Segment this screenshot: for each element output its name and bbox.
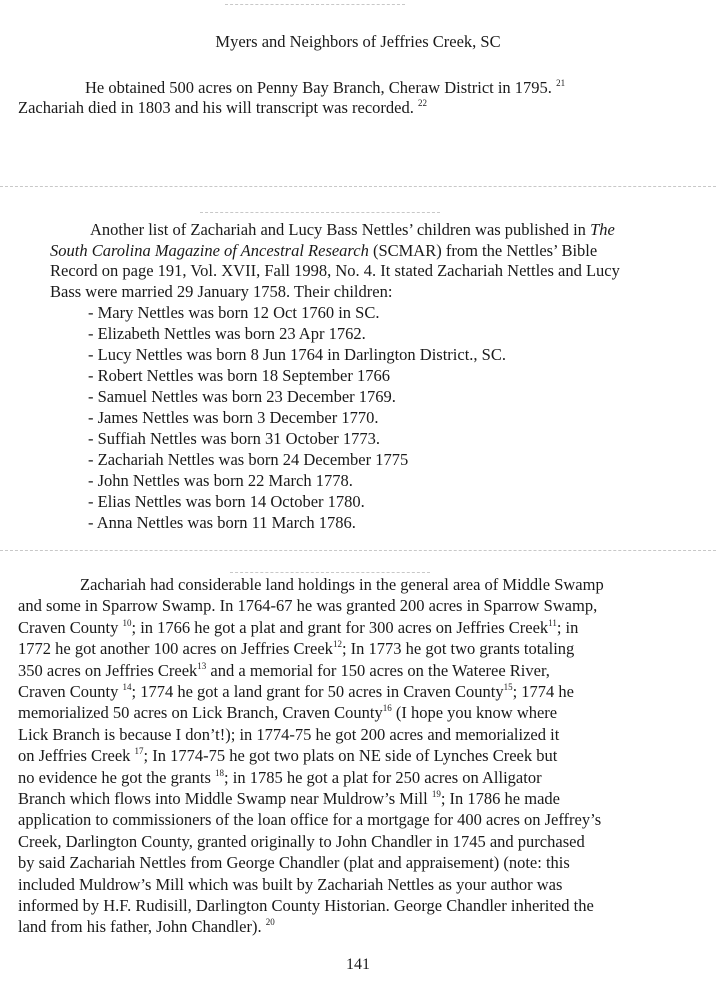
scan-divider: [230, 572, 430, 573]
scan-divider: [225, 4, 405, 5]
text-span: and some in Sparrow Swamp. In 1764-67 he was granted 200 acres in Sparrow Swamp,: [18, 596, 598, 616]
text-line: [85, 78, 565, 98]
text-span: 1772 he got another 100 acres on Jeffries Creek: [18, 639, 333, 659]
page-number: 141: [346, 956, 370, 973]
text-span: ; in 1785 he got a plat for 250 acres on Alligator: [224, 767, 542, 787]
text-line: [18, 661, 550, 681]
scan-divider: [0, 550, 716, 551]
text-span: ; 1774 he: [512, 682, 574, 701]
text-span: land from his father, John Chandler).: [18, 917, 266, 937]
text-line: [18, 703, 557, 723]
footnote-ref: 10: [122, 617, 132, 628]
footnote-ref: 18: [215, 767, 225, 778]
list-item: - John Nettles was born 22 March 1778.: [88, 471, 353, 490]
footnote-ref: 16: [382, 703, 392, 714]
text-span: Craven County: [18, 617, 123, 637]
text-line: [90, 220, 615, 240]
text-span: Record on page 191, Vol. XVII, Fall 1998, No. 4. It stated Zachariah Nettles and Lucy: [50, 261, 620, 281]
footnote-ref: 21: [556, 78, 566, 88]
text-span: ; in: [556, 617, 579, 637]
text-span: by said Zachariah Nettles from George Chandler (plat and appraisement) (note: this: [18, 853, 570, 873]
text-span: (I hope you know where: [391, 703, 558, 723]
list-item: - Robert Nettles was born 18 September 1766: [88, 366, 390, 385]
text-line: [18, 618, 578, 638]
footnote-ref: 14: [122, 682, 132, 692]
text-span: and a memorial for 150 acres on the Wateree River,: [206, 660, 550, 680]
footnote-ref: 19: [431, 789, 441, 799]
text-span: Lick Branch is because I don’t!); in 1774-75 he got 200 acres and memorialized it: [18, 724, 560, 744]
text-span: Zachariah had considerable land holdings in the general area of Middle Swamp: [80, 575, 604, 594]
footnote-ref: 13: [197, 660, 207, 671]
list-item: - James Nettles was born 3 December 1770.: [88, 408, 379, 427]
text-span: ; In 1774-75 he got two plats on NE side of Lynches Creek but: [143, 746, 558, 766]
text-span: Another list of Zachariah and Lucy Bass Nettles’ children was published in: [90, 220, 591, 239]
text-line: [18, 853, 570, 873]
text-line: [50, 241, 597, 261]
text-line: [18, 98, 427, 118]
text-line: [50, 261, 620, 281]
text-line: [18, 639, 574, 659]
text-span: no evidence he got the grants: [18, 767, 216, 787]
footnote-ref: 15: [503, 682, 513, 692]
text-line: [18, 917, 275, 937]
text-line: [18, 789, 560, 809]
text-span: application to commissioners of the loan office for a mortgage for 400 acres on Jeffrey’s: [18, 810, 602, 830]
footnote-ref: 11: [548, 617, 557, 628]
text-line: [18, 768, 542, 788]
text-span: Craven County: [18, 682, 123, 701]
text-span: 350 acres on Jeffries Creek: [18, 660, 198, 680]
text-span: on Jeffries Creek: [18, 746, 135, 766]
text-line: [18, 810, 601, 830]
list-item: - Elizabeth Nettles was born 23 Apr 1762.: [88, 324, 366, 343]
text-line: [18, 682, 574, 702]
text-span: ; In 1773 he got two grants totaling: [341, 639, 575, 659]
text-span: ; In 1786 he made: [440, 789, 560, 808]
text-span: (SCMAR) from the Nettles’ Bible: [368, 240, 598, 260]
scan-divider: [0, 186, 716, 187]
text-span: Creek, Darlington County, granted originally to John Chandler in 1745 and purchased: [18, 831, 585, 851]
text-line: [18, 746, 557, 766]
text-span: informed by H.F. Rudisill, Darlington County Historian. George Chandler inherited the: [18, 896, 594, 915]
footnote-ref: 12: [332, 639, 342, 650]
text-span: South Carolina Magazine of Ancestral Research: [50, 240, 369, 260]
text-span: The: [590, 220, 615, 239]
scan-divider: [200, 212, 440, 213]
text-line: [18, 832, 585, 852]
list-item: - Suffiah Nettles was born 31 October 1773.: [88, 429, 381, 448]
list-item: - Anna Nettles was born 11 March 1786.: [88, 513, 356, 532]
text-line: [50, 282, 392, 302]
text-span: Zachariah died in 1803 and his will transcript was recorded.: [18, 98, 418, 117]
text-line: [18, 896, 594, 916]
text-line: [18, 875, 562, 895]
text-span: included Muldrow’s Mill which was built by Zachariah Nettles as your author was: [18, 874, 563, 894]
text-line: [18, 596, 597, 616]
text-span: memorialized 50 acres on Lick Branch, Craven County: [18, 703, 383, 723]
list-item: - Zachariah Nettles was born 24 December 1775: [88, 450, 409, 469]
list-item: - Elias Nettles was born 14 October 1780.: [88, 492, 365, 511]
text-span: He obtained 500 acres on Penny Bay Branch, Cheraw District in 1795.: [85, 78, 557, 97]
text-span: ; 1774 he got a land grant for 50 acres in Craven County: [131, 682, 504, 701]
page-title: Myers and Neighbors of Jeffries Creek, SC: [215, 32, 501, 51]
list-item: - Lucy Nettles was born 8 Jun 1764 in Darlington District., SC.: [88, 345, 506, 364]
list-item: - Samuel Nettles was born 23 December 1769.: [88, 387, 396, 406]
text-line: [80, 575, 604, 595]
list-item: - Mary Nettles was born 12 Oct 1760 in SC.: [88, 303, 380, 322]
text-span: ; in 1766 he got a plat and grant for 300 acres on Jeffries Creek: [131, 617, 549, 637]
text-span: Branch which flows into Middle Swamp near Muldrow’s Mill: [18, 789, 432, 808]
footnote-ref: 22: [418, 98, 427, 108]
footnote-ref: 17: [134, 746, 144, 757]
text-line: [18, 725, 559, 745]
footnote-ref: 20: [265, 917, 275, 928]
text-span: Bass were married 29 January 1758. Their children:: [50, 282, 393, 302]
